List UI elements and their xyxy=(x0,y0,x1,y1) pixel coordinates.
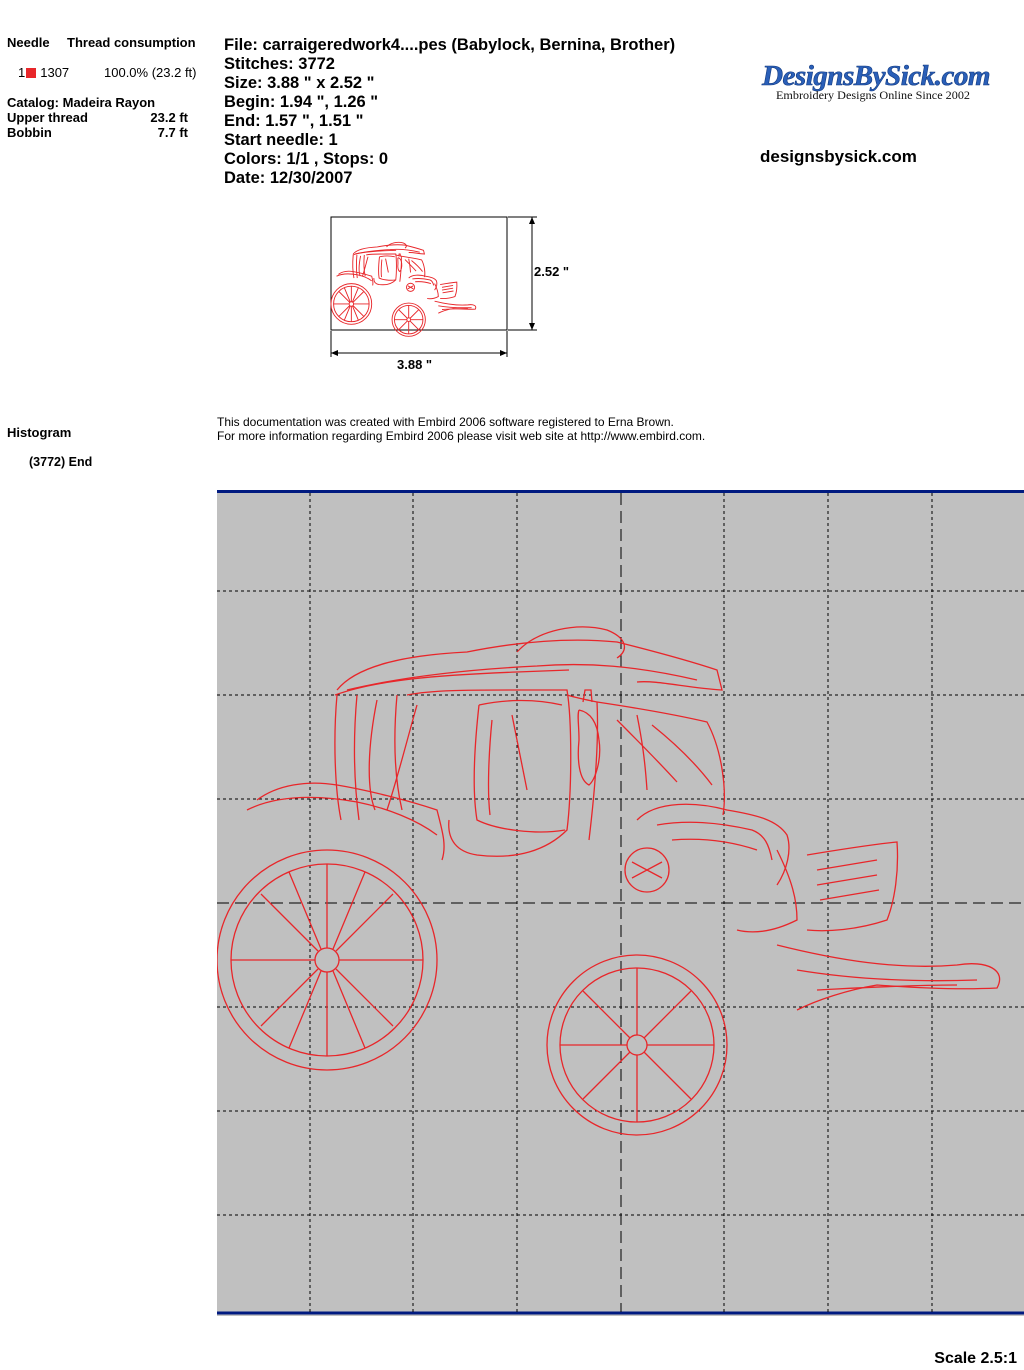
thread-color-swatch xyxy=(26,68,36,78)
thread-consumption-header: Thread consumption xyxy=(67,35,196,50)
design-size: Size: 3.88 " x 2.52 " xyxy=(224,74,375,92)
svg-text:DesignsBySick.com: DesignsBySick.com xyxy=(760,61,990,92)
thread-catalog: Catalog: Madeira Rayon xyxy=(7,95,156,110)
file-name: File: carraigeredwork4....pes (Babylock, Bernina, Brother) xyxy=(224,36,676,54)
preview-width-label: 3.88 " xyxy=(397,357,433,372)
bobbin-label: Bobbin xyxy=(7,125,52,140)
histogram-title: Histogram xyxy=(7,425,72,440)
upper-thread-value: 23.2 ft xyxy=(150,110,188,125)
histogram-entry: (3772) End xyxy=(29,455,93,469)
stitch-count: Stitches: 3772 xyxy=(224,55,335,73)
thread-row xyxy=(18,65,69,80)
design-info xyxy=(224,36,675,188)
colors-stops: Colors: 1/1 , Stops: 0 xyxy=(224,150,389,168)
preview-height-label: 2.52 " xyxy=(534,264,570,279)
design-preview xyxy=(325,210,585,380)
svg-text:Embroidery Designs Online Sinc: Embroidery Designs Online Since 2002 xyxy=(776,90,971,102)
bobbin-value: 7.7 ft xyxy=(157,125,188,140)
upper-thread-label: Upper thread xyxy=(7,110,88,125)
website-text: designsbysick.com xyxy=(760,147,917,166)
end-position: End: 1.57 ", 1.51 " xyxy=(224,112,364,130)
begin-position: Begin: 1.94 ", 1.26 " xyxy=(224,93,379,111)
needle-column-header: Needle xyxy=(7,35,50,50)
credits-line-1: This documentation was created with Embird 2006 software registered to Erna Brown. xyxy=(217,415,674,429)
preview-bounding-box xyxy=(331,217,507,330)
design-date: Date: 12/30/2007 xyxy=(224,169,353,187)
credits-line-2: For more information regarding Embird 2006 please visit web site at http://www.embird.com. xyxy=(217,429,706,443)
design-canvas xyxy=(217,490,1024,1316)
start-needle: Start needle: 1 xyxy=(224,131,338,149)
designsbysick-logo xyxy=(758,58,998,104)
scale-label: Scale 2.5:1 xyxy=(934,1350,1017,1367)
needle-number: 1 xyxy=(18,65,26,80)
thread-consumption-value: 100.0% (23.2 ft) xyxy=(104,65,197,80)
thread-color-code: 1307 xyxy=(40,65,70,80)
